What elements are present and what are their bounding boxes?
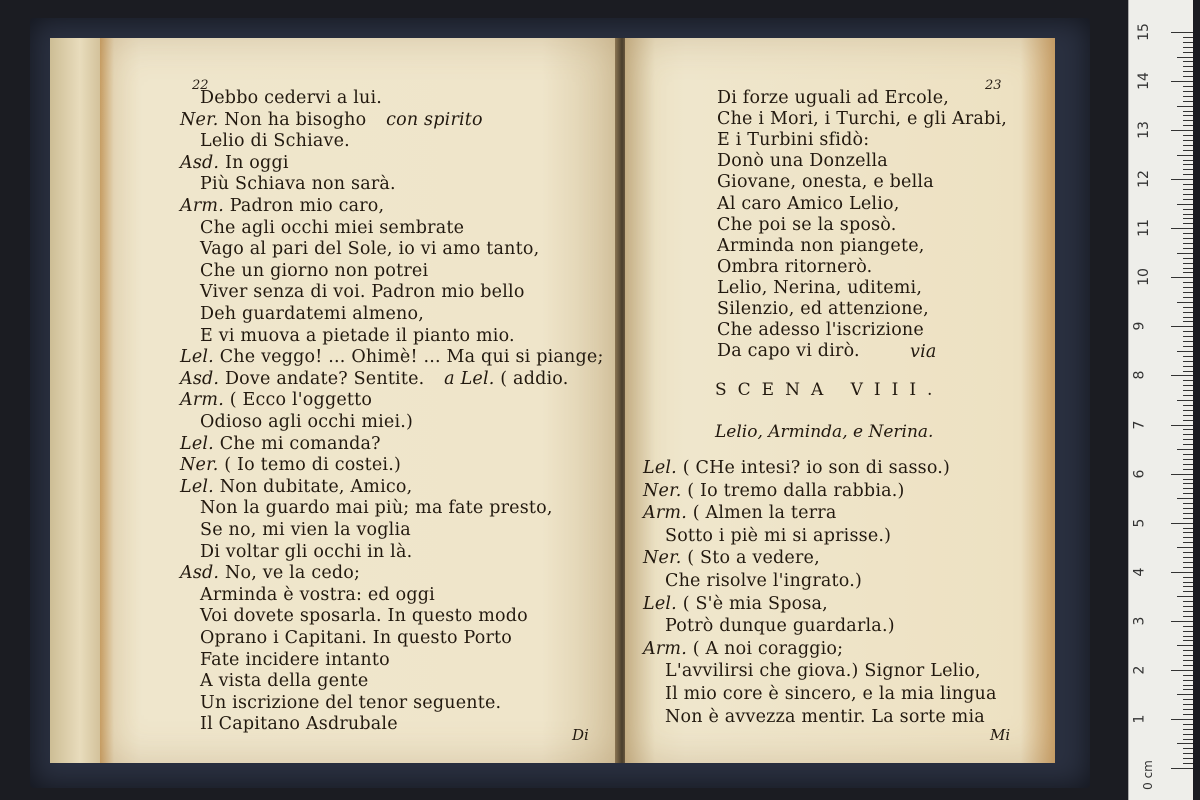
verse-line: Donò una Donzella bbox=[717, 151, 888, 172]
text-line bbox=[200, 498, 553, 518]
text-line bbox=[200, 650, 390, 670]
ruler-tick bbox=[1183, 655, 1193, 656]
catchword-left: Di bbox=[572, 726, 589, 744]
ruler-tick bbox=[1183, 238, 1193, 239]
speaker-name: Asd. bbox=[180, 563, 225, 584]
text-line bbox=[200, 239, 539, 259]
verse-line: Che i Mori, i Turchi, e gli Arabi, bbox=[717, 109, 1008, 130]
line-text: A vista della gente bbox=[200, 671, 369, 692]
text-line bbox=[200, 606, 528, 626]
ruler-tick bbox=[1183, 415, 1193, 416]
dialogue-line bbox=[665, 707, 985, 727]
speaker-name: Arm. bbox=[643, 638, 693, 659]
text-line bbox=[200, 693, 501, 713]
ruler-tick bbox=[1183, 532, 1193, 533]
ruler-tick bbox=[1183, 479, 1193, 480]
ruler-tick bbox=[1183, 160, 1193, 161]
ruler-tick bbox=[1183, 503, 1193, 504]
ruler-tick bbox=[1171, 572, 1193, 573]
ruler-tick bbox=[1183, 562, 1193, 563]
ruler-tick bbox=[1177, 204, 1193, 205]
line-text: No, ve la cedo; bbox=[224, 563, 361, 584]
ruler-tick bbox=[1171, 32, 1193, 33]
ruler-tick bbox=[1183, 263, 1193, 264]
speaker-name: Lel. bbox=[643, 593, 683, 614]
ruler-tick bbox=[1183, 52, 1193, 53]
scene-cast: Lelio, Arminda, e Nerina. bbox=[715, 422, 934, 442]
ruler-tick bbox=[1177, 155, 1193, 156]
line-text: Non la guardo mai più; ma fate presto, bbox=[200, 498, 553, 519]
text-line bbox=[180, 390, 372, 410]
line-text: ( Almen la terra bbox=[692, 503, 837, 524]
open-book bbox=[50, 30, 1060, 770]
line-text: Un iscrizione del tenor seguente. bbox=[200, 692, 502, 713]
ruler-tick bbox=[1183, 429, 1193, 430]
verse-line: Da capo vi dirò. bbox=[717, 341, 860, 362]
ruler-tick bbox=[1183, 606, 1193, 607]
line-text: Che risolve l'ingrato.) bbox=[665, 571, 862, 591]
ruler-tick bbox=[1183, 111, 1193, 112]
line-text: Arminda è vostra: ed oggi bbox=[200, 584, 435, 605]
line-text: ( Io temo di costei.) bbox=[224, 455, 401, 476]
ruler-tick bbox=[1183, 174, 1193, 175]
ruler-tick bbox=[1183, 115, 1193, 116]
ruler-tick bbox=[1183, 336, 1193, 337]
text-line bbox=[180, 110, 483, 130]
ruler-tick bbox=[1183, 636, 1193, 637]
line-text: Di voltar gli occhi in là. bbox=[200, 541, 413, 562]
text-line bbox=[200, 326, 515, 346]
ruler-tick bbox=[1183, 307, 1193, 308]
ruler-unit-label: 0 cm bbox=[1140, 760, 1155, 790]
ruler-tick bbox=[1183, 753, 1193, 754]
ruler-tick bbox=[1183, 194, 1193, 195]
text-line bbox=[200, 714, 398, 734]
verse-line: Silenzio, ed attenzione, bbox=[717, 299, 929, 319]
ruler-tick bbox=[1171, 670, 1193, 671]
line-text: Che agli occhi miei sembrate bbox=[200, 217, 465, 238]
speaker-name: Ner. bbox=[180, 455, 225, 476]
text-line bbox=[200, 261, 428, 281]
dialogue-line bbox=[665, 661, 981, 681]
verse-line: E i Turbini sfidò: bbox=[717, 130, 870, 151]
ruler-tick bbox=[1183, 199, 1193, 200]
ruler-tick bbox=[1183, 557, 1193, 558]
dialogue-line bbox=[643, 458, 950, 478]
ruler-tick bbox=[1183, 675, 1193, 676]
speaker-name: Arm. bbox=[643, 503, 693, 524]
text-line bbox=[180, 196, 384, 216]
text-line bbox=[200, 671, 368, 691]
text-line bbox=[200, 412, 413, 432]
ruler-tick bbox=[1183, 184, 1193, 185]
ruler-tick bbox=[1183, 321, 1193, 322]
ruler-tick bbox=[1183, 258, 1193, 259]
ruler-tick bbox=[1177, 694, 1193, 695]
ruler-tick bbox=[1177, 400, 1193, 401]
ruler-tick bbox=[1183, 169, 1193, 170]
ruler-tick bbox=[1183, 626, 1193, 627]
ruler-tick bbox=[1183, 395, 1193, 396]
line-text: Se no, mi vien la voglia bbox=[200, 520, 411, 540]
verse-line: Che poi se la sposò. bbox=[717, 214, 897, 235]
line-text: Che veggo! ... Ohimè! ... Ma qui si piange; bbox=[219, 347, 604, 368]
ruler-tick bbox=[1183, 243, 1193, 244]
ruler-tick bbox=[1183, 361, 1193, 362]
line-text: Oprano i Capitani. In questo Porto bbox=[200, 628, 512, 648]
ruler-tick bbox=[1183, 356, 1193, 357]
dialogue-line bbox=[643, 639, 843, 659]
ruler-tick bbox=[1171, 228, 1193, 229]
line-text: Che un giorno non potrei bbox=[200, 260, 429, 281]
ruler-tick bbox=[1183, 552, 1193, 553]
line-text: In oggi bbox=[224, 152, 289, 173]
ruler-tick bbox=[1183, 439, 1193, 440]
ruler-tick bbox=[1183, 508, 1193, 509]
speaker-name: Asd. bbox=[180, 368, 225, 389]
ruler-tick bbox=[1183, 493, 1193, 494]
ruler-tick bbox=[1183, 513, 1193, 514]
ruler-number: 5 bbox=[1131, 518, 1148, 528]
ruler-tick bbox=[1171, 277, 1193, 278]
text-line bbox=[200, 131, 350, 151]
ruler-tick bbox=[1183, 390, 1193, 391]
line-text: Vago al pari del Sole, io vi amo tanto, bbox=[200, 239, 540, 260]
verse-line: Lelio, Nerina, uditemi, bbox=[717, 277, 923, 298]
ruler-tick bbox=[1183, 542, 1193, 543]
text-line bbox=[180, 434, 381, 454]
stage-direction: con spirito bbox=[380, 109, 483, 130]
line-text: Padron mio caro, bbox=[229, 196, 385, 216]
ruler-number: 1 bbox=[1131, 714, 1148, 724]
speaker-name: Asd. bbox=[180, 152, 225, 173]
ruler-tick bbox=[1183, 577, 1193, 578]
ruler-tick bbox=[1183, 631, 1193, 632]
ruler-tick bbox=[1183, 488, 1193, 489]
ruler-tick bbox=[1177, 498, 1193, 499]
scene-title: SCENA VIII. bbox=[715, 380, 944, 400]
text-line bbox=[200, 542, 412, 562]
text-line bbox=[180, 563, 360, 583]
ruler-tick bbox=[1183, 616, 1193, 617]
ruler-tick bbox=[1183, 483, 1193, 484]
ruler-tick bbox=[1183, 312, 1193, 313]
ruler-tick bbox=[1183, 101, 1193, 102]
ruler-tick bbox=[1183, 140, 1193, 141]
ruler-tick bbox=[1183, 680, 1193, 681]
ruler-tick bbox=[1183, 145, 1193, 146]
line-text: Fate incidere intanto bbox=[200, 649, 390, 670]
ruler-tick bbox=[1183, 537, 1193, 538]
line-text: ( addio. bbox=[500, 368, 569, 389]
speaker-name: Ner. bbox=[643, 480, 688, 501]
ruler-tick bbox=[1183, 660, 1193, 661]
speaker-name: Ner. bbox=[180, 109, 225, 130]
line-text: ( S'è mia Sposa, bbox=[682, 593, 828, 614]
speaker-name: Arm. bbox=[180, 390, 230, 411]
ruler-tick bbox=[1183, 135, 1193, 136]
ruler-tick bbox=[1183, 218, 1193, 219]
line-text: ( CHe intesi? io son di sasso.) bbox=[682, 458, 951, 478]
ruler-tick bbox=[1177, 547, 1193, 548]
dialogue-line bbox=[643, 503, 837, 523]
ruler-tick bbox=[1183, 650, 1193, 651]
verse-line: Ombra ritornerò. bbox=[717, 256, 873, 277]
text-line bbox=[200, 174, 396, 194]
text-line bbox=[180, 347, 604, 367]
ruler-tick bbox=[1183, 233, 1193, 234]
dialogue-line bbox=[665, 526, 891, 546]
ruler-tick bbox=[1183, 739, 1193, 740]
ruler-number: 6 bbox=[1131, 469, 1148, 479]
text-line bbox=[180, 455, 401, 475]
ruler-tick bbox=[1183, 371, 1193, 372]
ruler-tick bbox=[1183, 297, 1193, 298]
ruler-tick bbox=[1183, 758, 1193, 759]
dialogue-line bbox=[665, 616, 895, 636]
ruler-tick bbox=[1183, 567, 1193, 568]
ruler-tick bbox=[1183, 120, 1193, 121]
ruler-tick bbox=[1177, 645, 1193, 646]
ruler-tick bbox=[1183, 714, 1193, 715]
ruler-number: 3 bbox=[1131, 616, 1148, 626]
ruler-tick bbox=[1183, 454, 1193, 455]
ruler-tick bbox=[1183, 272, 1193, 273]
dialogue-line bbox=[665, 571, 862, 591]
verse-line: Di forze uguali ad Ercole, bbox=[717, 88, 950, 108]
ruler-tick bbox=[1183, 42, 1193, 43]
text-line bbox=[200, 520, 411, 540]
text-line bbox=[180, 369, 568, 389]
line-text: ( Sto a vedere, bbox=[687, 548, 820, 569]
measuring-ruler bbox=[1128, 0, 1193, 800]
ruler-tick bbox=[1183, 704, 1193, 705]
ruler-tick bbox=[1183, 282, 1193, 283]
catchword-right: Mi bbox=[990, 726, 1011, 744]
ruler-tick bbox=[1183, 729, 1193, 730]
ruler-tick bbox=[1183, 268, 1193, 269]
ruler-tick bbox=[1183, 66, 1193, 67]
line-text: Che mi comanda? bbox=[219, 433, 381, 454]
ruler-tick bbox=[1183, 37, 1193, 38]
text-line bbox=[200, 88, 382, 108]
ruler-tick bbox=[1177, 596, 1193, 597]
ruler-tick bbox=[1183, 76, 1193, 77]
ruler-tick bbox=[1183, 518, 1193, 519]
ruler-tick bbox=[1183, 410, 1193, 411]
speaker-name: Arm. bbox=[180, 196, 230, 216]
ruler-tick bbox=[1183, 86, 1193, 87]
ruler-tick bbox=[1183, 748, 1193, 749]
ruler-tick bbox=[1183, 734, 1193, 735]
ruler-number: 2 bbox=[1131, 665, 1148, 675]
ruler-tick bbox=[1171, 768, 1193, 769]
ruler-tick bbox=[1183, 685, 1193, 686]
ruler-tick bbox=[1183, 699, 1193, 700]
line-text: Potrò dunque guardarla.) bbox=[665, 616, 895, 637]
ruler-tick bbox=[1183, 640, 1193, 641]
ruler-tick bbox=[1183, 189, 1193, 190]
ruler-number: 8 bbox=[1131, 370, 1148, 380]
line-text: L'avvilirsi che giova.) Signor Lelio, bbox=[665, 661, 981, 682]
line-text: Non dubitate, Amico, bbox=[219, 476, 413, 497]
dialogue-line bbox=[665, 684, 997, 704]
ruler-tick bbox=[1183, 665, 1193, 666]
speaker-name: Lel. bbox=[643, 458, 683, 478]
ruler-tick bbox=[1177, 743, 1193, 744]
ruler-tick bbox=[1183, 125, 1193, 126]
ruler-tick bbox=[1183, 709, 1193, 710]
line-text: Dove andate? Sentite. bbox=[224, 368, 425, 389]
line-text: Non ha bisogho bbox=[224, 109, 367, 130]
line-text: Non è avvezza mentir. La sorte mia bbox=[665, 706, 985, 727]
dialogue-line bbox=[643, 481, 905, 501]
page-number-right: 23 bbox=[985, 78, 1002, 93]
ruler-tick bbox=[1183, 582, 1193, 583]
ruler-tick bbox=[1183, 385, 1193, 386]
ruler-tick bbox=[1171, 81, 1193, 82]
ruler-tick bbox=[1183, 434, 1193, 435]
dialogue-line bbox=[643, 548, 820, 568]
speaker-name: Lel. bbox=[180, 476, 220, 497]
ruler-tick bbox=[1183, 724, 1193, 725]
ruler-tick bbox=[1183, 287, 1193, 288]
ruler-tick bbox=[1183, 47, 1193, 48]
text-line bbox=[200, 304, 424, 324]
line-text: Debbo cedervi a lui. bbox=[200, 88, 383, 108]
ruler-tick bbox=[1171, 375, 1193, 376]
ruler-tick bbox=[1171, 523, 1193, 524]
ruler-tick bbox=[1183, 292, 1193, 293]
ruler-tick bbox=[1183, 341, 1193, 342]
ruler-tick bbox=[1183, 444, 1193, 445]
ruler-tick bbox=[1171, 474, 1193, 475]
ruler-tick bbox=[1183, 405, 1193, 406]
ruler-tick bbox=[1177, 449, 1193, 450]
text-line bbox=[200, 282, 525, 302]
ruler-number: 7 bbox=[1131, 420, 1148, 429]
ruler-number: 9 bbox=[1131, 321, 1148, 331]
ruler-tick bbox=[1183, 763, 1193, 764]
speaker-name: Ner. bbox=[643, 548, 688, 569]
ruler-tick bbox=[1183, 61, 1193, 62]
ruler-tick bbox=[1183, 601, 1193, 602]
ruler-tick bbox=[1171, 130, 1193, 131]
text-line bbox=[180, 153, 289, 173]
ruler-number: 14 bbox=[1135, 72, 1152, 90]
stage-direction: a Lel. bbox=[438, 368, 501, 389]
ruler-tick bbox=[1183, 331, 1193, 332]
line-text: Viver senza di voi. Padron mio bello bbox=[200, 282, 525, 303]
ruler-tick bbox=[1183, 150, 1193, 151]
ruler-tick bbox=[1183, 528, 1193, 529]
ruler-tick bbox=[1171, 719, 1193, 720]
ruler-number: 10 bbox=[1135, 268, 1152, 287]
ruler-tick bbox=[1183, 214, 1193, 215]
text-line bbox=[180, 477, 412, 497]
line-text: Deh guardatemi almeno, bbox=[200, 304, 425, 324]
ruler-tick bbox=[1183, 317, 1193, 318]
line-text: Lelio di Schiave. bbox=[200, 131, 350, 152]
ruler-tick bbox=[1183, 586, 1193, 587]
line-text: Odioso agli occhi miei.) bbox=[200, 412, 414, 432]
ruler-tick bbox=[1177, 57, 1193, 58]
ruler-tick bbox=[1183, 469, 1193, 470]
page-number-left: 22 bbox=[192, 78, 209, 93]
ruler-tick bbox=[1183, 96, 1193, 97]
verse-line: Che adesso l'iscrizione bbox=[717, 320, 924, 341]
line-text: Più Schiava non sarà. bbox=[200, 174, 396, 195]
line-text: ( Io tremo dalla rabbia.) bbox=[687, 480, 905, 501]
speaker-name: Lel. bbox=[180, 433, 220, 454]
ruler-tick bbox=[1177, 351, 1193, 352]
text-line bbox=[200, 585, 435, 605]
ruler-tick bbox=[1183, 464, 1193, 465]
ruler-tick bbox=[1177, 302, 1193, 303]
line-text: ( Ecco l'oggetto bbox=[229, 390, 373, 411]
ruler-number: 4 bbox=[1131, 567, 1148, 577]
ruler-tick bbox=[1183, 91, 1193, 92]
ruler-tick bbox=[1183, 223, 1193, 224]
ruler-tick bbox=[1183, 71, 1193, 72]
ruler-tick bbox=[1183, 346, 1193, 347]
ruler-tick bbox=[1183, 164, 1193, 165]
line-text: Voi dovete sposarla. In questo modo bbox=[200, 606, 528, 627]
ruler-tick bbox=[1183, 420, 1193, 421]
verse-line: Giovane, onesta, e bella bbox=[717, 172, 934, 193]
ruler-tick bbox=[1171, 425, 1193, 426]
ruler-tick bbox=[1177, 106, 1193, 107]
ruler-number: 13 bbox=[1135, 121, 1152, 140]
ruler-tick bbox=[1183, 591, 1193, 592]
speaker-name: Lel. bbox=[180, 347, 220, 368]
line-text: Il Capitano Asdrubale bbox=[200, 714, 398, 735]
ruler-tick bbox=[1183, 366, 1193, 367]
dialogue-line bbox=[643, 594, 828, 614]
line-text: Il mio core è sincero, e la mia lingua bbox=[665, 684, 997, 704]
right-page bbox=[625, 38, 1055, 763]
verse-line: Arminda non piangete, bbox=[717, 235, 925, 256]
ruler-tick bbox=[1183, 459, 1193, 460]
line-text: ( A noi coraggio; bbox=[692, 638, 844, 659]
ruler-tick bbox=[1171, 326, 1193, 327]
ruler-tick bbox=[1183, 380, 1193, 381]
ruler-tick bbox=[1171, 621, 1193, 622]
ruler-tick bbox=[1183, 689, 1193, 690]
line-text: E vi muova a pietade il pianto mio. bbox=[200, 325, 515, 346]
ruler-tick bbox=[1177, 253, 1193, 254]
text-line bbox=[200, 628, 512, 648]
ruler-tick bbox=[1183, 209, 1193, 210]
line-text: Sotto i piè mi si aprisse.) bbox=[665, 525, 892, 546]
ruler-tick bbox=[1183, 611, 1193, 612]
ruler-tick bbox=[1183, 248, 1193, 249]
ruler-number: 11 bbox=[1135, 219, 1152, 238]
ruler-number: 15 bbox=[1135, 23, 1152, 41]
text-line bbox=[200, 218, 464, 238]
ruler-tick bbox=[1171, 179, 1193, 180]
exit-direction: via bbox=[910, 342, 937, 362]
ruler-number: 12 bbox=[1135, 170, 1152, 189]
left-page bbox=[100, 38, 620, 763]
verse-line: Al caro Amico Lelio, bbox=[717, 193, 900, 214]
